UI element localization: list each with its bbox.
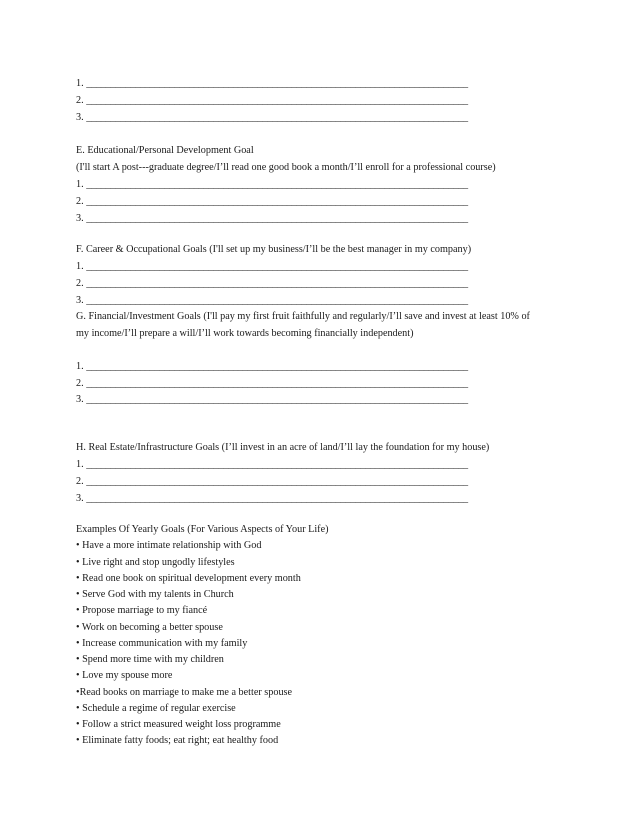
blank-line: 2. ______________________________________________________________________________	[76, 278, 468, 289]
list-item: • Propose marriage to my fiancé	[76, 605, 208, 616]
blank-line: 1. ______________________________________________________________________________	[76, 78, 468, 89]
list-item: • Love my spouse more	[76, 670, 173, 681]
list-item: •Read books on marriage to make me a better spouse	[76, 687, 293, 698]
blank-line: 1. ______________________________________________________________________________	[76, 261, 468, 272]
section-e-title: E. Educational/Personal Development Goal	[76, 145, 254, 156]
list-item: • Live right and stop ungodly lifestyles	[76, 557, 235, 568]
list-item: • Serve God with my talents in Church	[76, 589, 234, 600]
blank-line: 3. ______________________________________________________________________________	[76, 213, 468, 224]
section-g-title-line1: G. Financial/Investment Goals (I'll pay my first fruit faithfully and regularly/I’ll save and invest at least 10% of	[76, 311, 530, 322]
examples-title: Examples Of Yearly Goals (For Various Aspects of Your Life)	[76, 524, 329, 535]
list-item: • Increase communication with my family	[76, 638, 248, 649]
list-item: • Work on becoming a better spouse	[76, 622, 223, 633]
list-item: • Eliminate fatty foods; eat right; eat healthy food	[76, 735, 279, 746]
blank-line: 1. ______________________________________________________________________________	[76, 361, 468, 372]
section-f-title: F. Career & Occupational Goals (I'll set up my business/I’ll be the best manager in my company)	[76, 244, 472, 255]
blank-line: 3. ______________________________________________________________________________	[76, 295, 468, 306]
blank-line: 1. ______________________________________________________________________________	[76, 179, 468, 190]
list-item: • Spend more time with my children	[76, 654, 224, 665]
blank-line: 3. ______________________________________________________________________________	[76, 112, 468, 123]
blank-line: 3. ______________________________________________________________________________	[76, 394, 468, 405]
list-item: • Have a more intimate relationship with God	[76, 540, 262, 551]
blank-line: 2. ______________________________________________________________________________	[76, 476, 468, 487]
list-item: • Read one book on spiritual development every month	[76, 573, 301, 584]
blank-line: 2. ______________________________________________________________________________	[76, 95, 468, 106]
list-item: • Follow a strict measured weight loss programme	[76, 719, 281, 730]
blank-line: 3. ______________________________________________________________________________	[76, 493, 468, 504]
section-h-title: H. Real Estate/Infrastructure Goals (I’ll invest in an acre of land/I’ll lay the foundation for my house)	[76, 442, 490, 453]
blank-line: 2. ______________________________________________________________________________	[76, 378, 468, 389]
section-g-title-line2: my income/I’ll prepare a will/I’ll work towards becoming financially independent)	[76, 328, 414, 339]
section-e-example: (I'll start A post--‐graduate degree/I’ll read one good book a month/I’ll enroll for a professional course)	[76, 162, 496, 173]
list-item: • Schedule a regime of regular exercise	[76, 703, 236, 714]
blank-line: 2. ______________________________________________________________________________	[76, 196, 468, 207]
blank-line: 1. ______________________________________________________________________________	[76, 459, 468, 470]
